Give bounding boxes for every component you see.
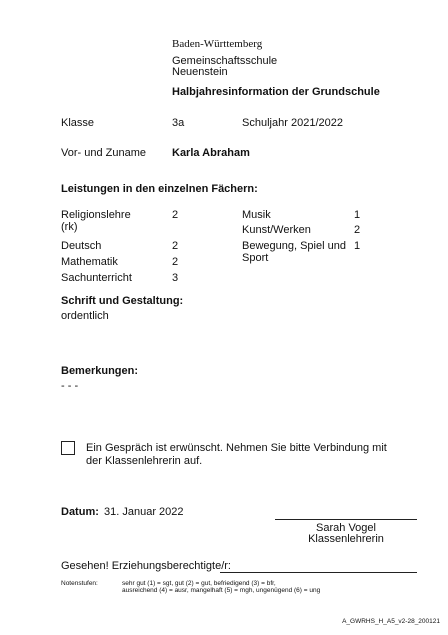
grade-scale-line2: ausreichend (4) = ausr, mangelhaft (5) = mgh, ungenügend (6) = ung: [122, 587, 321, 594]
subject-religion: Religionslehre (rk): [61, 209, 131, 233]
remarks-value: - - -: [61, 380, 79, 392]
guardian-signature-line[interactable]: [220, 572, 417, 573]
remarks-heading: Bemerkungen:: [61, 365, 139, 377]
document-title: Halbjahresinformation der Grundschule: [172, 86, 380, 98]
school-name-line1: Gemeinschaftsschule: [172, 55, 278, 67]
school-name-line2: Neuenstein: [172, 66, 228, 78]
grade-musik: 1: [354, 209, 361, 221]
name-label: Vor- und Zuname: [61, 147, 146, 159]
class-label: Klasse: [61, 117, 95, 129]
subject-musik: Musik: [242, 209, 271, 221]
subject-kunst-werken: Kunst/Werken: [242, 224, 311, 236]
subject-sachunterricht: Sachunterricht: [61, 272, 132, 284]
date-label: Datum:: [61, 506, 99, 518]
grade-deutsch: 2: [172, 240, 179, 252]
schoolyear-label: Schuljahr: [242, 117, 288, 129]
grades-heading: Leistungen in den einzelnen Fächern:: [61, 183, 258, 195]
subject-bewegung-spiel-sport: Bewegung, Spiel und Sport: [242, 240, 346, 264]
teacher-role: Klassenlehrerin: [308, 533, 384, 545]
grade-sachunterricht: 3: [172, 272, 179, 284]
teacher-name: Sarah Vogel: [316, 522, 376, 534]
conversation-text: Ein Gespräch ist erwünscht. Nehmen Sie bitte Verbindung mit der Klassenlehrerin auf.: [86, 442, 387, 467]
grade-scale-line1: sehr gut (1) = sgt, gut (2) = gut, befriedigend (3) = bfr,: [122, 580, 276, 587]
writing-heading: Schrift und Gestaltung:: [61, 295, 184, 307]
grade-religion: 2: [172, 209, 179, 221]
schoolyear-value: 2021/2022: [291, 117, 343, 129]
teacher-signature-line: [275, 519, 417, 520]
form-code: A_GWRHS_H_A5_v2-28_200121: [342, 618, 440, 625]
class-value: 3a: [172, 117, 185, 129]
subject-mathematik: Mathematik: [61, 256, 118, 268]
writing-value: ordentlich: [61, 310, 109, 322]
grade-mathematik: 2: [172, 256, 179, 268]
grade-scale-label: Notenstufen:: [61, 580, 98, 587]
state-name: Baden-Württemberg: [172, 38, 263, 50]
grade-bewegung-spiel-sport: 1: [354, 240, 361, 252]
date-value: 31. Januar 2022: [104, 506, 184, 518]
subject-deutsch: Deutsch: [61, 240, 102, 252]
guardian-label: Gesehen! Erziehungsberechtigte/r:: [61, 560, 231, 572]
grade-kunst-werken: 2: [354, 224, 361, 236]
student-name: Karla Abraham: [172, 147, 250, 159]
conversation-checkbox[interactable]: [61, 441, 75, 455]
